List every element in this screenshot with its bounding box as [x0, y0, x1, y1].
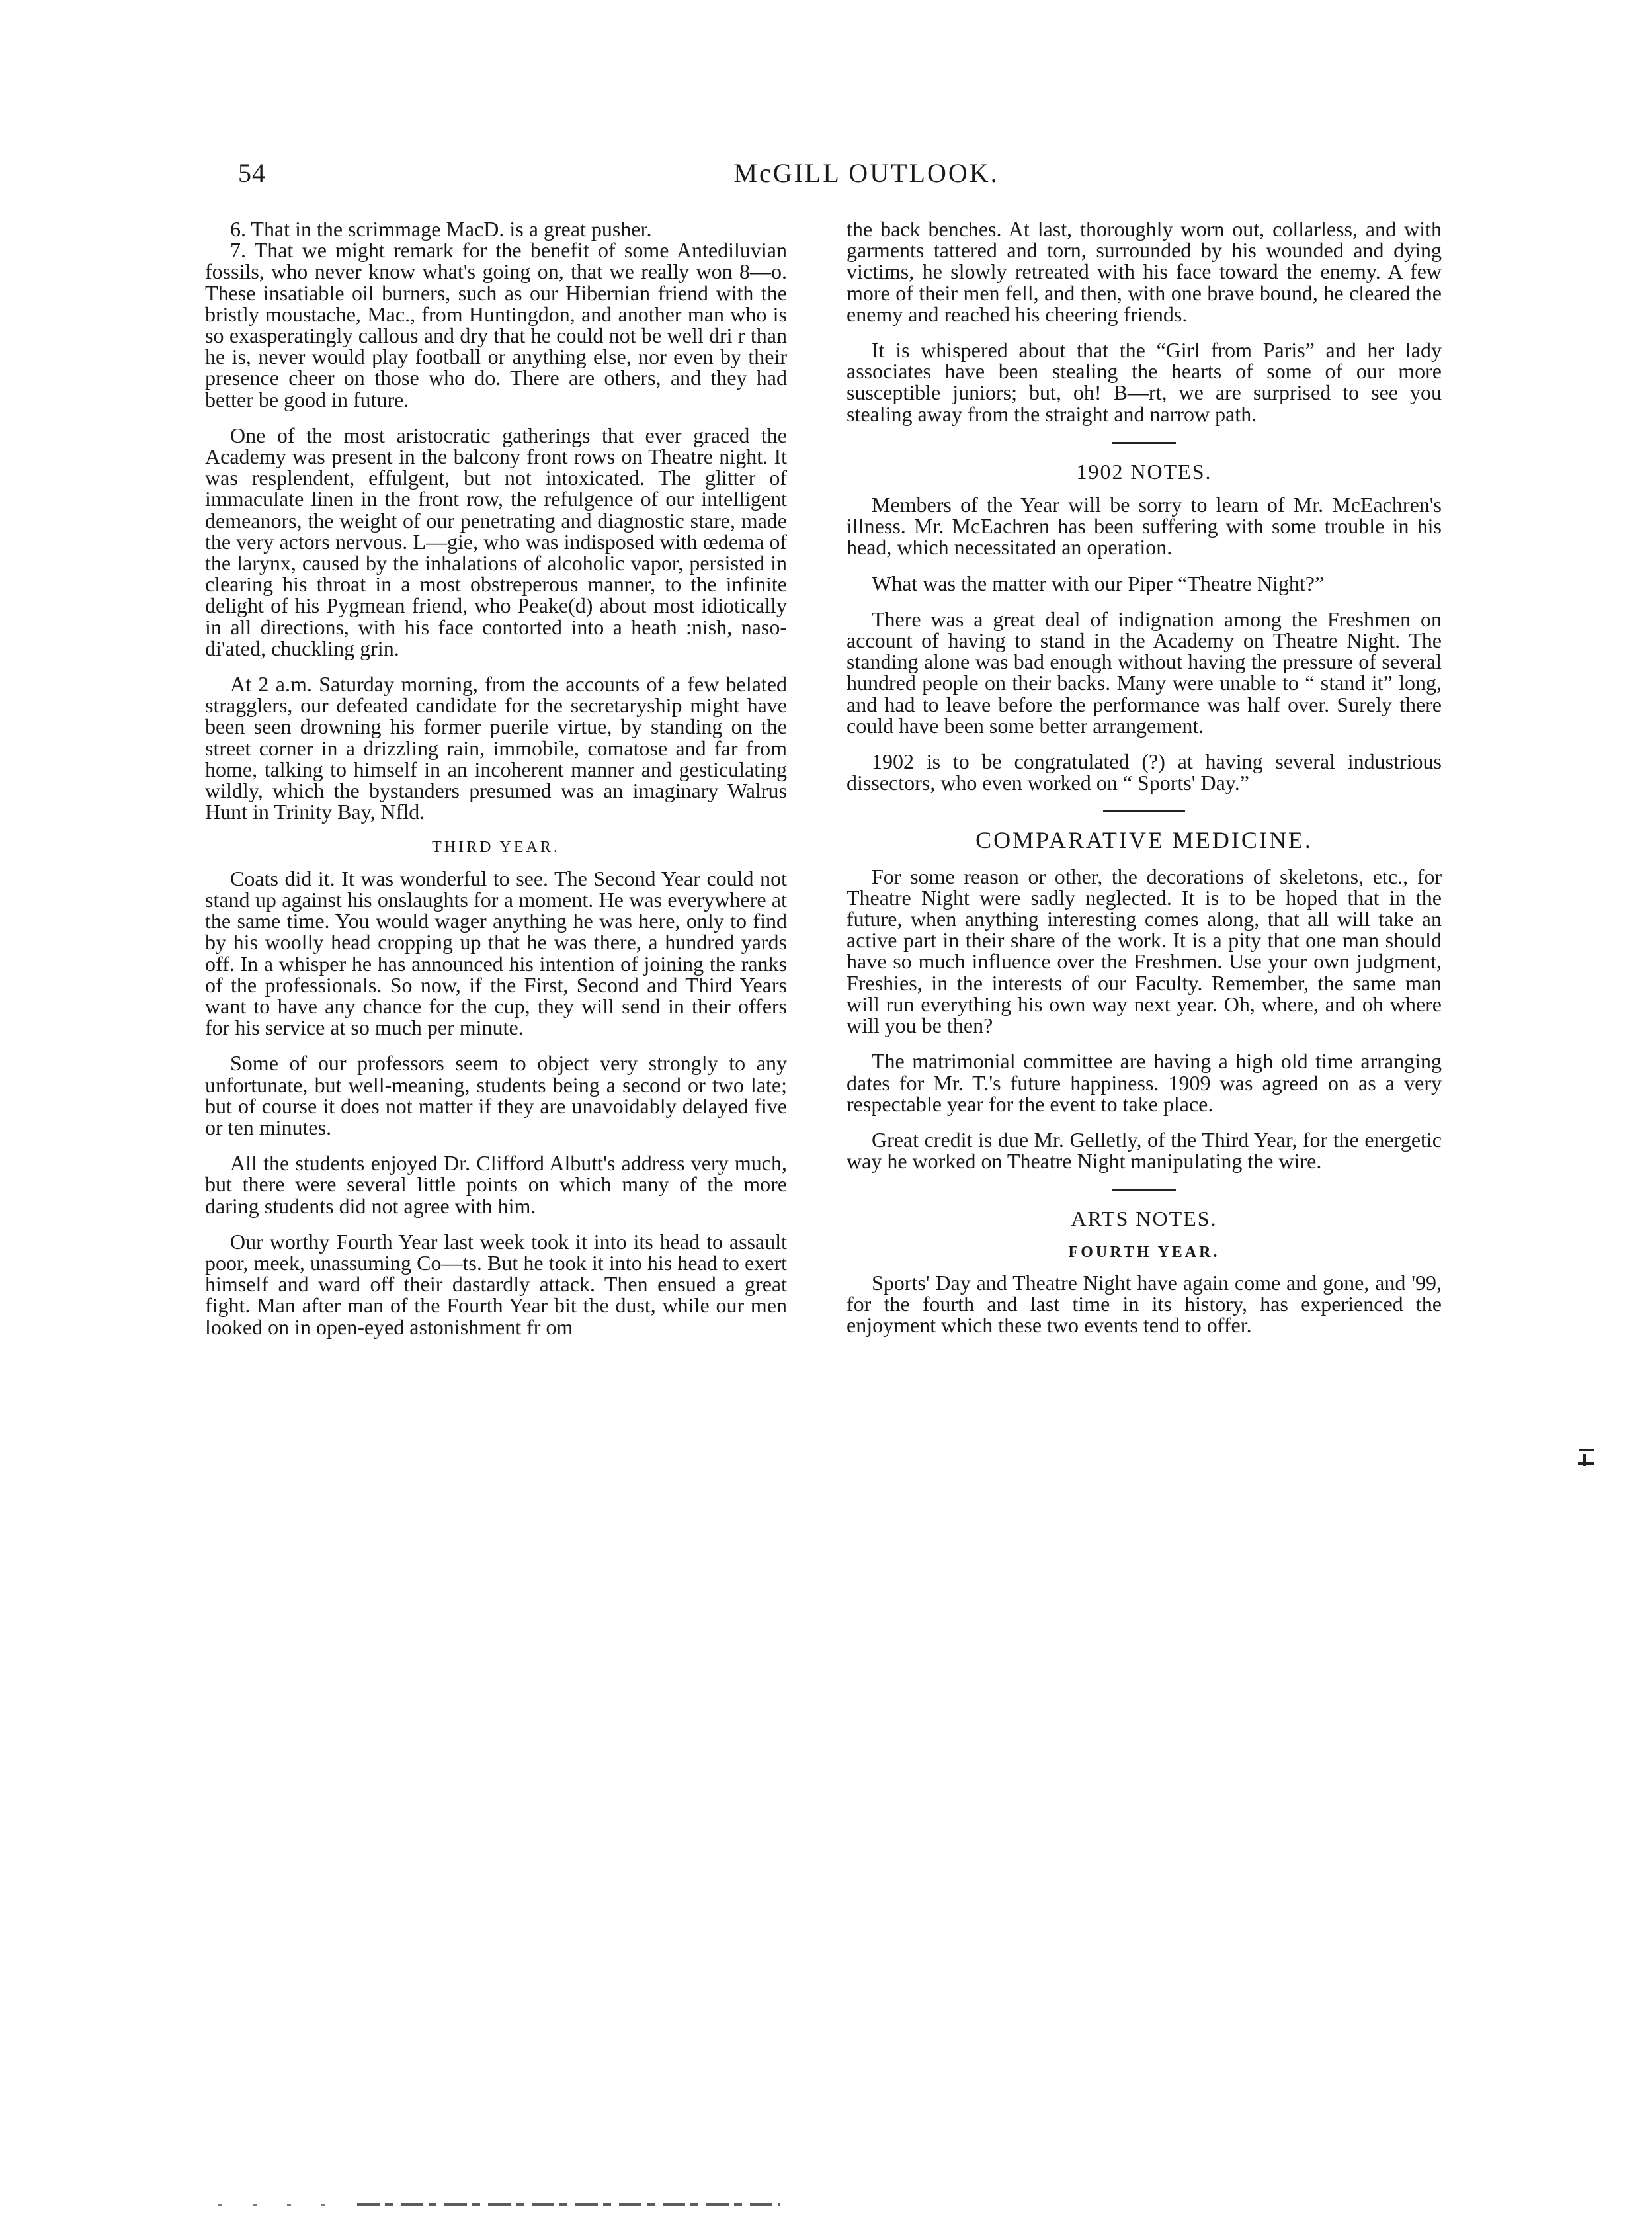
section-divider — [1103, 810, 1185, 812]
paragraph: the back benches. At last, thoroughly worn out, collarless, and with garments tattered and torn, surrounded by his wounded and dying victims, he slowly retreated with his face toward the enemy. A few more of their men fell, and then, with one brave bound, he cleared the enemy and reached his cheering friends. — [847, 217, 1442, 326]
section-divider — [1112, 442, 1176, 444]
paragraph: The matrimonial committee are having a high old time arranging dates for Mr. T.'s future happiness. 1909 was agreed on as a very respectable year for the event to take place. — [847, 1049, 1442, 1116]
paragraph: For some reason or other, the decorations of skeletons, etc., for Theatre Night were sadly neglected. It is to be hoped that in the future, when anything interesting comes along, that all will take an active part in their share of the work. It is a pity that one man should have so much influence over the Freshmen. Use your own judgment, Freshies, in the interests of our Faculty. Remember, the same man will run everything his own way next year. Oh, where, and oh where will you be then? — [847, 864, 1442, 1038]
paragraph: It is whispered about that the “Girl from Paris” and her lady associates have been stealing the hearts of some of our more susceptible juniors; but, oh! B—rt, we are surprised to see you stealing away from the straight and narrow path. — [847, 338, 1442, 426]
paragraph: All the students enjoyed Dr. Clifford Albutt's address very much, but there were several little points on which many of the more daring students did not agree with him. — [205, 1151, 787, 1218]
page-number: 54 — [238, 158, 266, 188]
paragraph: Our worthy Fourth Year last week took it into its head to assault poor, meek, unassuming Co—ts. But he took it into his head to exert himself and ward off their dastardly attack. Then ensued a great fight. Man after man of the Fourth Year bit the dust, while our men looked on in open-eyed astonishment fr om — [205, 1229, 787, 1339]
paragraph: Great credit is due Mr. Gelletly, of the Third Year, for the energetic way he worked on Theatre Night manipulating the wire. — [847, 1127, 1442, 1174]
paragraph: At 2 a.m. Saturday morning, from the accounts of a few belated stragglers, our defeated candidate for the secretaryship might have been seen drowning his former puerile virtue, by standing on the street corner in a drizzling rain, immobile, comatose and far from home, talking to himself in an incoherent manner and gesticulating wildly, which the bystanders presumed was an imaginary Walrus Hunt in Trinity Bay, Nfld. — [205, 672, 787, 824]
footer-rule — [357, 2203, 780, 2206]
section-heading-1902-notes: 1902 NOTES. — [1076, 459, 1212, 484]
paragraph: 1902 is to be congratulated (?) at having several industrious dissectors, who even worked on “ Sports' Day.” — [847, 750, 1442, 795]
journal-title: McGILL OUTLOOK. — [733, 158, 999, 188]
paragraph: 6. That in the scrimmage MacD. is a great pusher. — [230, 217, 652, 241]
paragraph: Sports' Day and Theatre Night have again come and gone, and '99, for the fourth and last time in its history, has experienced the enjoyment which these two events tend to offer. — [847, 1270, 1442, 1338]
paragraph: What was the matter with our Piper “Theatre Night?” — [872, 571, 1325, 595]
right-column — [847, 218, 1442, 1350]
paragraph: There was a great deal of indignation among the Freshmen on account of having to stand in the Academy on Theatre Night. The standing alone was bad enough without having the pressure of several hundred people on their backs. Many were unable to “ stand it” long, and had to leave before the performance was half over. Surely there could have been some better arrangement. — [847, 607, 1442, 738]
paragraph: One of the most aristocratic gatherings that ever graced the Academy was present in the balcony front rows on Theatre night. It was resplendent, effulgent, but not intoxicated. The glitter of immaculate linen in the front row, the refulgence of our intelligent demeanors, the weight of our penetrating and diagnostic stare, made the very actors nervous. L—gie, who was indisposed with œdema of the larynx, caused by the inhalations of alcoholic vapor, persisted in clearing his throat in a most obstreperous manner, to the infinite delight of his Pygmean friend, who Peake(d) about most idiotically in all directions, with his face contorted into a heath :nish, naso-di'ated, chuckling grin. — [205, 423, 787, 660]
paragraph: Some of our professors seem to object very strongly to any unfortunate, but well-meaning, students being a second or two late; but of course it does not matter if they are unavoidably delayed five or ten minutes. — [205, 1051, 787, 1139]
section-heading-third-year: THIRD YEAR. — [432, 839, 560, 857]
section-heading-arts-notes: ARTS NOTES. — [1071, 1207, 1218, 1231]
paragraph: Members of the Year will be sorry to learn of Mr. McEachren's illness. Mr. McEachren has been suffering with some trouble in his head, which necessitated an operation. — [847, 493, 1442, 560]
paragraph: Coats did it. It was wonderful to see. The Second Year could not stand up against his onslaughts for a moment. He was everywhere at the same time. You would wager anything he was here, only to find by his woolly head cropping up that he was there, a hundred yards off. In a whisper he has announced his intention of joining the ranks of the professionals. So now, if the First, Second and Third Years want to have any chance for the cup, they will send in their offers for his service at so much per minute. — [205, 866, 787, 1040]
margin-binding-mark — [1578, 1447, 1596, 1467]
section-subheading-fourth-year: FOURTH YEAR. — [1068, 1243, 1220, 1261]
paragraph: 7. That we might remark for the benefit of some Antediluvian fossils, who never know what's going on, that we really won 8—o. These insatiable oil burners, such as our Hibernian friend with the bristly moustache, Mac., from Huntingdon, and another man who is so exasperatingly callous and dry that he could not be well dri r than he is, never would play football or anything else, nor even by their presence cheer on those who do. There are others, and they had better be good in future. — [205, 238, 787, 411]
section-heading-comparative-medicine: COMPARATIVE MEDICINE. — [975, 827, 1313, 854]
left-column — [205, 218, 787, 1352]
section-divider — [1112, 1189, 1176, 1191]
running-head — [212, 157, 1442, 197]
footer-scan-mark — [218, 2204, 351, 2206]
